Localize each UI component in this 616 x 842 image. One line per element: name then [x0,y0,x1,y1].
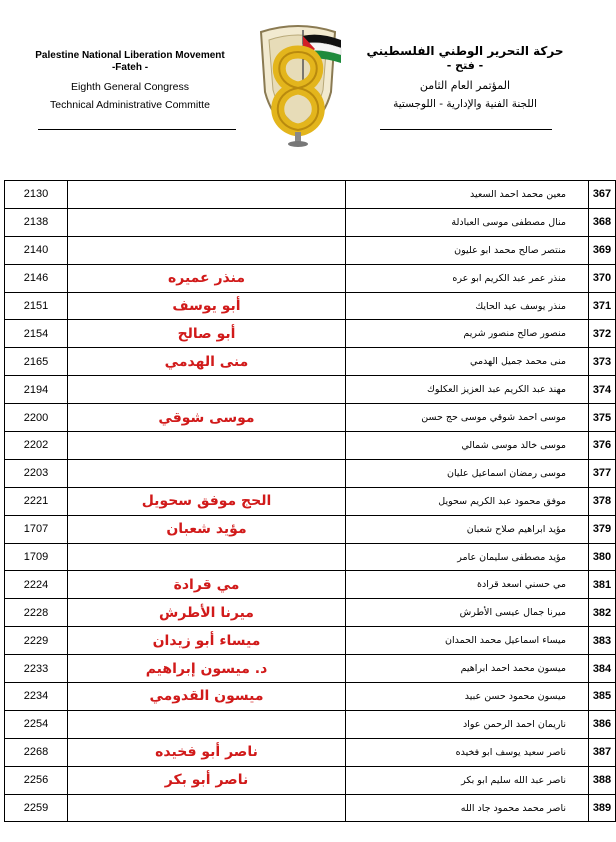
row-number: 379 [589,515,616,543]
table-row [5,292,616,320]
member-code: 2221 [5,487,68,515]
member-name: منذر عمر عبد الكريم ابو عره [346,264,589,292]
congress-logo-icon [243,22,353,150]
row-number: 389 [589,794,616,822]
member-code: 2203 [5,459,68,487]
table-row [5,236,616,264]
member-name: منصور صالح منصور شريم [346,320,589,348]
handwritten-name: ميسون القدومي [68,683,346,711]
member-code: 2254 [5,710,68,738]
handwritten-name: أبو صالح [68,320,346,348]
handwritten-name: ناصر أبو بكر [68,766,346,794]
row-number: 376 [589,432,616,460]
table-row [5,571,616,599]
row-number: 385 [589,683,616,711]
handwritten-name: منى الهدمي [68,348,346,376]
table-row [5,515,616,543]
table-row [5,348,616,376]
header-rule-left [38,129,236,130]
row-number: 372 [589,320,616,348]
handwritten-name [68,181,346,209]
handwritten-name [68,376,346,404]
handwritten-name [68,543,346,571]
member-table [4,180,616,822]
arabic-org-short: - فتح - [446,59,484,72]
member-name: منتصر صالح محمد ابو عليون [346,236,589,264]
member-code: 2224 [5,571,68,599]
handwritten-name: منذر عميره [68,264,346,292]
table-row [5,627,616,655]
member-code: 2165 [5,348,68,376]
handwritten-name [68,236,346,264]
table-row [5,459,616,487]
row-number: 384 [589,655,616,683]
row-number: 367 [589,181,616,209]
table-row [5,320,616,348]
member-name: مي حسني اسعد قرادة [346,571,589,599]
table-row [5,181,616,209]
member-name: ناريمان احمد الرحمن عواد [346,710,589,738]
member-name: ميسون محمد احمد ابراهيم [346,655,589,683]
handwritten-name: مي قرادة [68,571,346,599]
handwritten-name: ناصر أبو فخيده [68,738,346,766]
member-name: مؤيد مصطفى سليمان عامر [346,543,589,571]
member-name: معين محمد احمد السعيد [346,181,589,209]
handwritten-name [68,208,346,236]
row-number: 375 [589,404,616,432]
handwritten-name [68,459,346,487]
member-code: 2154 [5,320,68,348]
row-number: 374 [589,376,616,404]
table-row [5,404,616,432]
page-header [0,0,595,150]
member-code: 2130 [5,181,68,209]
english-congress: Eighth General Congress [71,81,189,93]
arabic-org-name: حركة التحرير الوطني الفلسطيني [366,44,564,58]
table-row [5,710,616,738]
table-row [5,543,616,571]
member-name: ميسون محمود حسن عبيد [346,683,589,711]
table-row [5,683,616,711]
row-number: 382 [589,599,616,627]
row-number: 387 [589,738,616,766]
handwritten-name: ميساء أبو زيدان [68,627,346,655]
row-number: 386 [589,710,616,738]
row-number: 383 [589,627,616,655]
member-name: موفق محمود عبد الكريم سحويل [346,487,589,515]
member-name: موسى خالد موسى شمالي [346,432,589,460]
member-name: ناصر محمد محمود جاد الله [346,794,589,822]
handwritten-name: موسى شوقي [68,404,346,432]
member-name: ناصر عبد الله سليم ابو بكر [346,766,589,794]
member-code: 2151 [5,292,68,320]
row-number: 377 [589,459,616,487]
member-code: 2146 [5,264,68,292]
row-number: 370 [589,264,616,292]
member-code: 1709 [5,543,68,571]
table-row [5,655,616,683]
english-org-name: Palestine National Liberation Movement [35,50,225,61]
header-rule-right [380,129,552,130]
arabic-congress: المؤتمر العام الثامن [419,79,511,92]
row-number: 373 [589,348,616,376]
handwritten-name: د. ميسون إبراهيم [68,655,346,683]
member-name: موسى رمضان اسماعيل عليان [346,459,589,487]
member-name: مهند عبد الكريم عبد العزيز العكلوك [346,376,589,404]
member-code: 2256 [5,766,68,794]
member-table-body [5,181,616,822]
row-number: 388 [589,766,616,794]
member-code: 1707 [5,515,68,543]
member-name: منذر يوسف عيد الحايك [346,292,589,320]
row-number: 371 [589,292,616,320]
handwritten-name: الحج موفق سحويل [68,487,346,515]
header-arabic-block [355,44,575,112]
member-code: 2140 [5,236,68,264]
member-name: منال مصطفى موسى العبادلة [346,208,589,236]
member-code: 2194 [5,376,68,404]
member-code: 2202 [5,432,68,460]
table-row [5,264,616,292]
handwritten-name: مؤيد شعبان [68,515,346,543]
handwritten-name [68,794,346,822]
handwritten-name [68,710,346,738]
header-english-block [20,50,240,112]
member-code: 2228 [5,599,68,627]
table-row [5,487,616,515]
member-name: ناصر سعيد يوسف ابو فخيده [346,738,589,766]
member-name: موسى احمد شوقي موسى حج حسن [346,404,589,432]
table-row [5,738,616,766]
handwritten-name: أبو يوسف [68,292,346,320]
table-row [5,766,616,794]
table-row [5,208,616,236]
member-code: 2233 [5,655,68,683]
table-row [5,599,616,627]
member-name: ميرنا جمال عيسى الأطرش [346,599,589,627]
table-row [5,432,616,460]
row-number: 378 [589,487,616,515]
handwritten-name [68,432,346,460]
row-number: 368 [589,208,616,236]
member-code: 2234 [5,683,68,711]
member-name: مؤيد ابراهيم صلاح شعبان [346,515,589,543]
member-code: 2200 [5,404,68,432]
member-code: 2259 [5,794,68,822]
english-org-short: -Fateh - [111,62,149,73]
row-number: 381 [589,571,616,599]
handwritten-name: ميرنا الأطرش [68,599,346,627]
member-code: 2138 [5,208,68,236]
member-name: منى محمد جميل الهدمي [346,348,589,376]
table-row [5,376,616,404]
table-row [5,794,616,822]
member-name: ميساء اسماعيل محمد الحمدان [346,627,589,655]
row-number: 380 [589,543,616,571]
row-number: 369 [589,236,616,264]
arabic-committee: اللجنة الفنية والإدارية - اللوجستية [393,98,537,110]
english-committee: Technical Administrative Committe [50,99,210,111]
member-code: 2268 [5,738,68,766]
member-code: 2229 [5,627,68,655]
